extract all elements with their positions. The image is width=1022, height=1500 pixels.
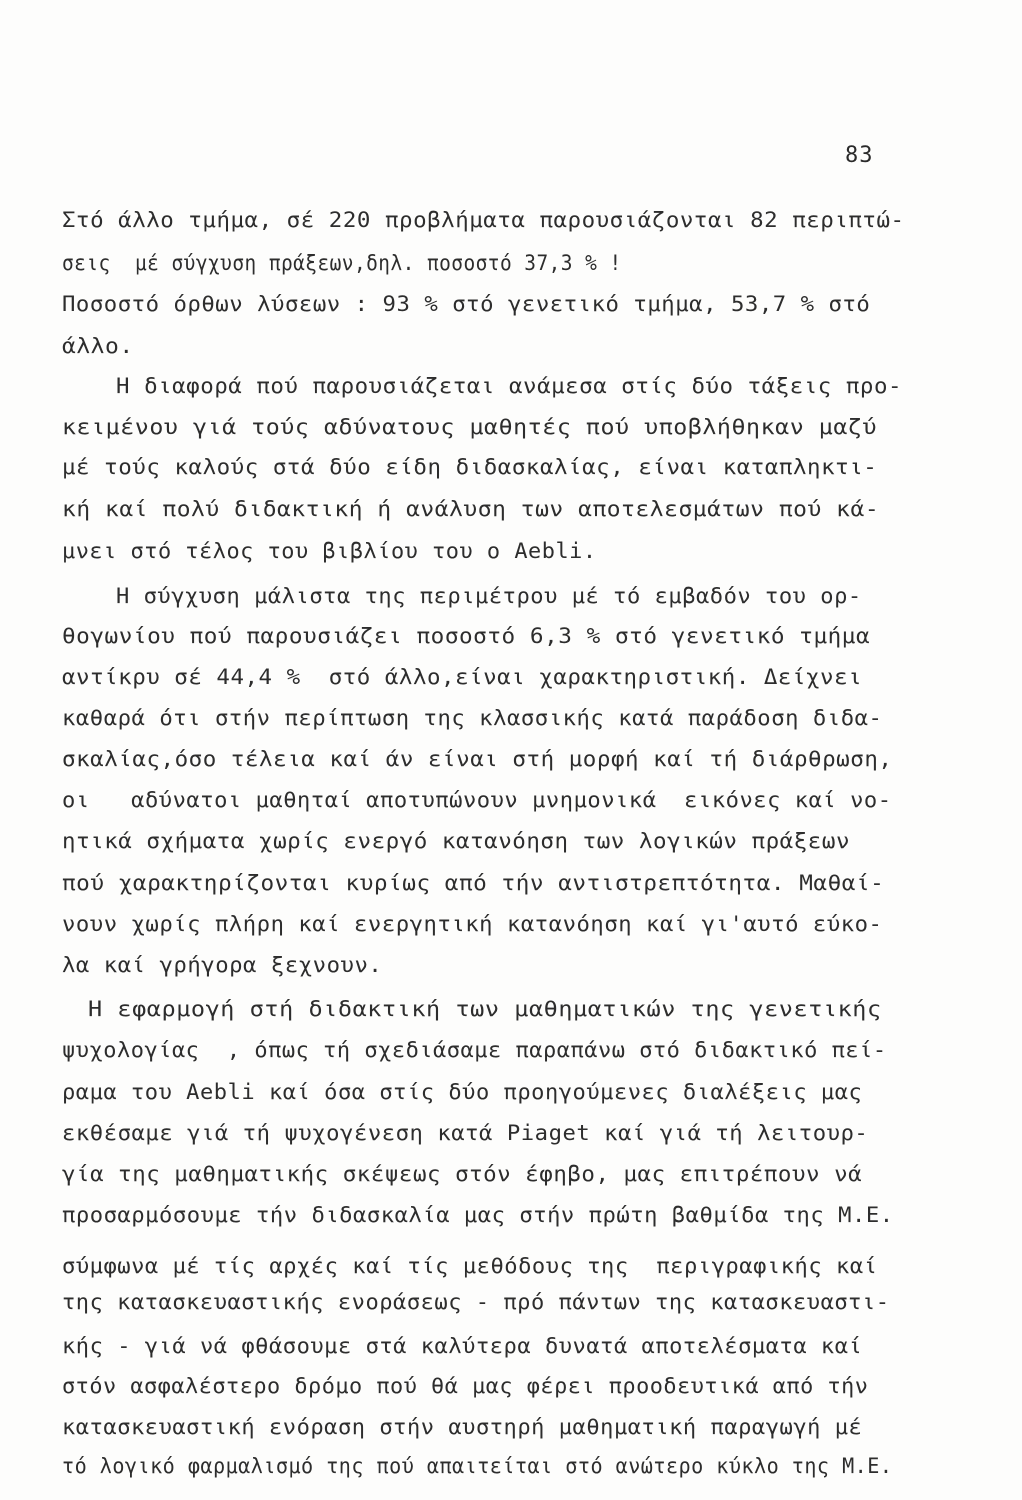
- text-line: Ποσοστό όρθων λύσεων : 93 % στό γενετικό τμήμα, 53,7 % στό: [62, 292, 871, 316]
- text-line: της κατασκευαστικής ενοράσεως - πρό πάντων της κατασκευαστι-: [62, 1290, 890, 1314]
- text-line: άλλο.: [62, 334, 134, 358]
- text-line: μέ τούς καλούς στά δύο είδη διδασκαλίας, είναι καταπληκτι-: [62, 455, 878, 479]
- text-line: καθαρά ότι στήν περίπτωση της κλασσικής κατά παράδοση διδα-: [62, 706, 883, 730]
- text-line: κή καί πολύ διδακτική ή ανάλυση των αποτελεσμάτων πού κά-: [62, 497, 880, 521]
- text-line: θογωνίου πού παρουσιάζει ποσοστό 6,3 % στό γενετικό τμήμα: [62, 624, 871, 648]
- text-line: αντίκρυ σέ 44,4 % στό άλλο,είναι χαρακτηριστική. Δείχνει: [62, 665, 863, 689]
- text-line: κατασκευαστική ενόραση στήν αυστηρή μαθηματική παραγωγή μέ: [62, 1415, 863, 1439]
- text-line: κής - γιά νά φθάσουμε στά καλύτερα δυνατά αποτελέσματα καί: [62, 1334, 863, 1358]
- text-line: Η εφαρμογή στή διδακτική των μαθηματικών της γενετικής: [88, 997, 882, 1021]
- text-line: σύμφωνα μέ τίς αρχές καί τίς μεθόδους της περιγραφικής καί: [62, 1254, 878, 1278]
- text-line: οι αδύνατοι μαθηταί αποτυπώνουν μνημονικά εικόνες καί νο-: [62, 788, 892, 812]
- text-line: νουν χωρίς πλήρη καί ενεργητική κατανόηση καί γι'αυτό εύκο-: [62, 912, 883, 936]
- text-line: μνει στό τέλος του βιβλίου του ο Aebli.: [62, 539, 597, 563]
- text-line: κειμένου γιά τούς αδύνατους μαθητές πού υποβλήθηκαν μαζύ: [62, 415, 878, 439]
- text-line: πού χαρακτηρίζονται κυρίως από τήν αντιστρεπτότητα. Μαθαί-: [62, 871, 885, 895]
- text-line: προσαρμόσουμε τήν διδασκαλία μας στήν πρώτη βαθμίδα της Μ.Ε.: [62, 1203, 894, 1227]
- text-line: στόν ασφαλέστερο δρόμο πού θά μας φέρει προοδευτικά από τήν: [62, 1374, 869, 1398]
- text-line: γία της μαθηματικής σκέψεως στόν έφηβο, μας επιτρέπουν νά: [62, 1162, 863, 1186]
- text-line: Η διαφορά πού παρουσιάζεται ανάμεσα στίς δύο τάξεις προ-: [116, 374, 903, 398]
- text-line: Στό άλλο τμήμα, σέ 220 προβλήματα παρουσιάζονται 82 περιπτώ-: [62, 208, 905, 232]
- text-line: λα καί γρήγορα ξεχνουν.: [62, 953, 383, 977]
- text-line: ραμα του Aebli καί όσα στίς δύο προηγούμενες διαλέξεις μας: [62, 1080, 863, 1104]
- text-line: εκθέσαμε γιά τή ψυχογένεση κατά Piaget καί γιά τή λειτουρ-: [62, 1121, 869, 1145]
- text-line: ψυχολογίας , όπως τή σχεδιάσαμε παραπάνω στό διδακτικό πεί-: [62, 1038, 887, 1062]
- text-line: Η σύγχυση μάλιστα της περιμέτρου μέ τό εμβαδόν του ορ-: [116, 584, 862, 608]
- text-line: ητικά σχήματα χωρίς ενεργό κατανόηση των λογικών πράξεων: [62, 829, 851, 853]
- text-line: σκαλίας,όσο τέλεια καί άν είναι στή μορφή καί τή διάρθρωση,: [62, 747, 893, 771]
- text-line: σεις μέ σύγχυση πράξεων,δηλ. ποσοστό 37,3 % !: [62, 251, 622, 275]
- page-number: 83: [845, 143, 874, 168]
- text-line: τό λογικό φαρμαλισμό της πού απαιτείται στό ανώτερο κύκλο της Μ.Ε.: [62, 1454, 893, 1478]
